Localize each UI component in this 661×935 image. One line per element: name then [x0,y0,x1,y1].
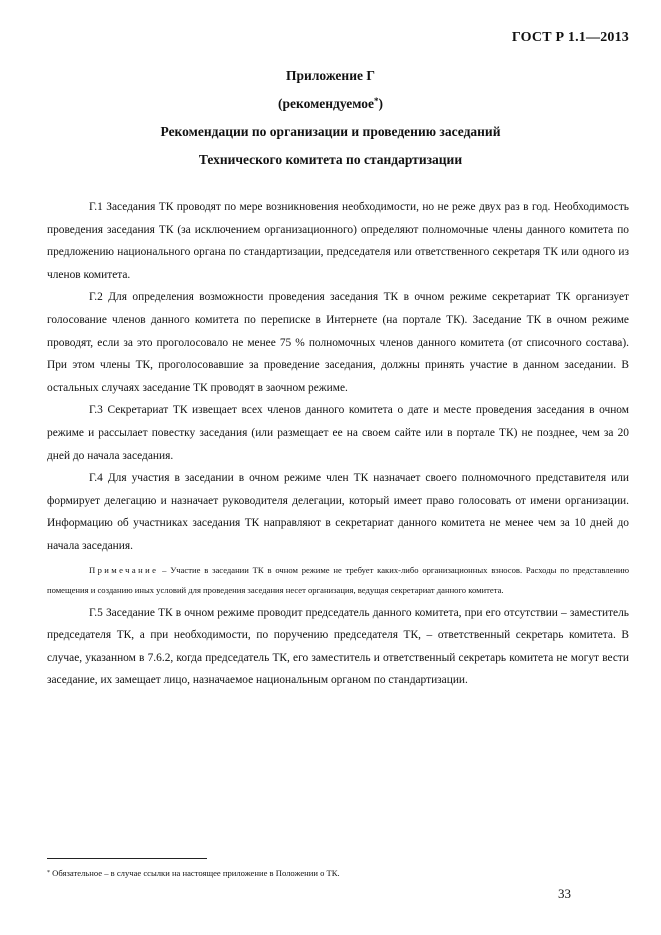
footnote-divider [47,858,207,859]
footnote [47,866,629,880]
paragraph-g2: Г.2 Для определения возможности проведения заседания ТК в очном режиме секретариат ТК организует голосование членов данного комитета по переписке в Интернете (на портале ТК). Заседание ТК в очном режиме проводят, если за это проголосовало не менее 75 % полномочных членов данного комитета (от списочного состава). При этом члены ТК, проголосовавшие за проведение заседания, должны принять участие в данном заседании. В остальных случаях заседание ТК проводят в заочном режиме. [47,291,629,394]
page-number: 33 [558,886,571,901]
appendix-title-block [0,66,661,178]
note-label: Примечание [89,564,159,575]
appendix-heading-line-1: Рекомендации по организации и проведению заседаний [160,124,501,139]
paragraph-g1: Г.1 Заседания ТК проводят по мере возникновения необходимости, но не реже двух раз в год. Необходимость проведения заседания ТК (за исключением организационного) определяют полномочные члены данного комитета по предложению национального органа по стандартизации, председателя или ответственного секретаря ТК или одного из членов комитета. [47,201,629,281]
appendix-status-footnote-mark: * [373,96,379,106]
paragraph-g4: Г.4 Для участия в заседании в очном режиме член ТК назначает своего полномочного представителя или формирует делегацию и назначает руководителя делегации, который имеет право голосовать от имени организации. Информацию об участниках заседания ТК направляют в секретариат данного комитета не менее чем за 10 дней до начала заседания. [47,472,629,552]
paragraph-g3: Г.3 Секретариат ТК извещает всех членов данного комитета о дате и месте проведения заседания в очном режиме и рассылает повестку заседания (или размещает ее на своем сайте или в портале ТК) не позднее, чем за 20 дней до начала заседания. [47,404,629,462]
appendix-status-text: (рекомендуемое [278,96,374,111]
appendix-status [0,94,661,122]
appendix-body [47,196,629,692]
paragraph-g5: Г.5 Заседание ТК в очном режиме проводит председатель данного комитета, при его отсутствии – заместитель председателя ТК, а при необходимости, по поручению председателя ТК, – ответственный секретарь комитета. В случае, указанном в 7.6.2, когда председатель ТК, его заместитель и ответственный секретарь комитета не могут вести заседание, их замещает лицо, назначаемое национальным органом по стандартизации. [47,606,629,687]
note-text: Участие в заседании ТК в очном режиме не требует каких-либо организационных взносов. Расходы по представлению помещения и созданию иных условий для проведения заседания несет организация, ведущая секретариат данного комитета. [47,564,630,595]
note [47,560,629,600]
footnote-text: Обязательное – в случае ссылки на настоящее приложение в Положении о ТК. [50,868,340,878]
footnote-mark: * [47,870,50,876]
appendix-label: Приложение Г [286,68,375,83]
appendix-heading-line-2: Технического комитета по стандартизации [198,152,463,167]
appendix-status-close: ) [378,96,383,111]
note-dash: – [158,564,171,575]
document-standard-header: ГОСТ Р 1.1—2013 [511,30,629,45]
